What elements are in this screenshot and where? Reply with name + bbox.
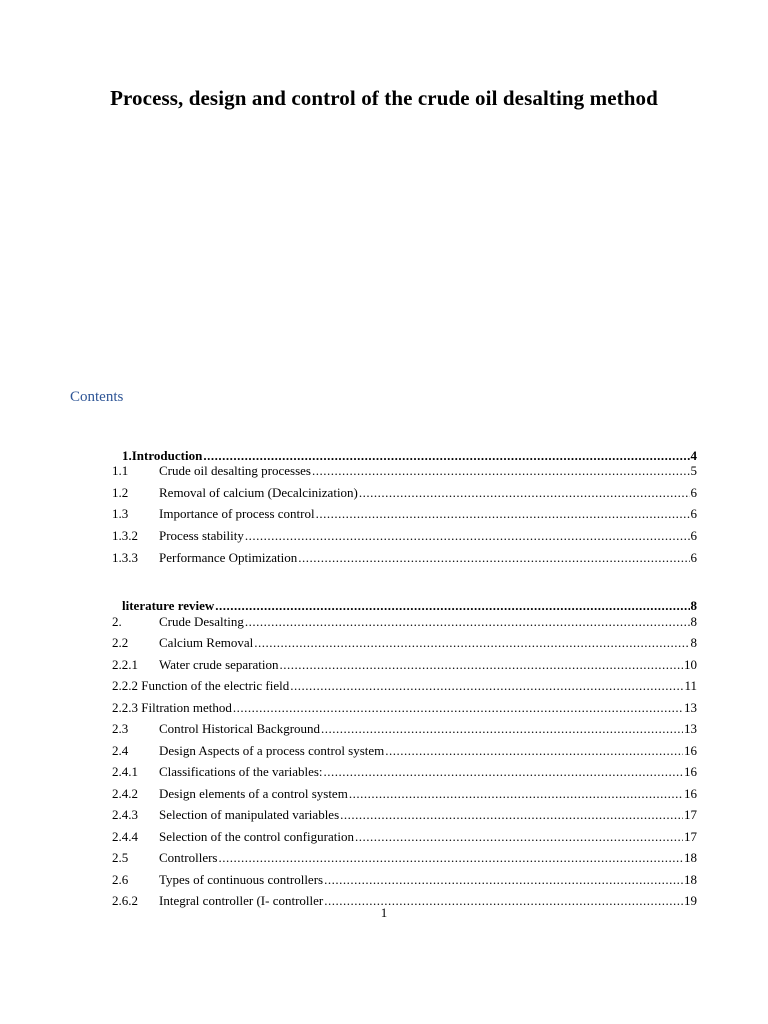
toc-entry-page: 13 bbox=[684, 721, 697, 736]
toc-entry-number: 2.6.2 bbox=[112, 893, 138, 908]
toc-entry-label: Importance of process control bbox=[159, 506, 315, 521]
toc-entry[interactable] bbox=[112, 829, 697, 847]
toc-entry-number: 2.6 bbox=[112, 872, 129, 887]
toc-entry-number: 2.4.3 bbox=[112, 807, 138, 822]
toc-entry-page: 18 bbox=[684, 850, 697, 865]
toc-entry-label: 2.2.2 Function of the electric field bbox=[112, 678, 290, 693]
toc-leader-dots bbox=[215, 598, 689, 614]
toc-entry[interactable] bbox=[112, 635, 697, 653]
toc-entry-label: Removal of calcium (Decalcinization) bbox=[159, 485, 358, 500]
toc-entry-page: 6 bbox=[690, 506, 697, 521]
toc-entry-page: 5 bbox=[690, 463, 697, 478]
toc-leader-dots bbox=[245, 614, 690, 630]
page-number: 1 bbox=[380, 905, 388, 920]
toc-entry[interactable] bbox=[112, 807, 697, 825]
toc-entry-label: Calcium Removal bbox=[159, 635, 254, 650]
toc-entry[interactable] bbox=[112, 550, 697, 568]
toc-entry-label: Selection of manipulated variables bbox=[159, 807, 340, 822]
toc-leader-dots bbox=[355, 829, 683, 845]
toc-entry-label: Crude Desalting bbox=[159, 614, 244, 629]
toc-entry-page: 17 bbox=[684, 807, 697, 822]
toc-leader-dots bbox=[385, 743, 683, 759]
toc-entry-label: literature review bbox=[122, 598, 215, 613]
toc-entry[interactable] bbox=[112, 786, 697, 804]
toc-entry-label: 2.2.3 Filtration method bbox=[112, 700, 232, 715]
toc-entry[interactable] bbox=[112, 872, 697, 890]
toc-entry-page: 16 bbox=[684, 743, 697, 758]
toc-leader-dots bbox=[359, 485, 690, 501]
toc-leader-dots bbox=[219, 850, 684, 866]
toc-entry-label: Performance Optimization bbox=[159, 550, 298, 565]
toc-entry-number: 1.3.3 bbox=[112, 550, 138, 565]
toc-entry-number: 2.4 bbox=[112, 743, 129, 758]
toc-entry[interactable] bbox=[112, 700, 697, 718]
toc-entry-number: 2.5 bbox=[112, 850, 129, 865]
toc-leader-dots bbox=[298, 550, 689, 566]
toc-entry-number: 2.4.1 bbox=[112, 764, 138, 779]
toc-leader-dots bbox=[245, 528, 690, 544]
toc-entry-label: Classifications of the variables: bbox=[159, 764, 323, 779]
toc-entry-page: 8 bbox=[690, 635, 697, 650]
toc-entry-label: Control Historical Background bbox=[159, 721, 321, 736]
toc-entry-page: 6 bbox=[690, 528, 697, 543]
toc-entry-number: 2.4.2 bbox=[112, 786, 138, 801]
toc-leader-dots bbox=[280, 657, 683, 673]
toc-leader-dots bbox=[203, 448, 689, 464]
toc-entry-label: Design elements of a control system bbox=[159, 786, 348, 801]
toc-entry-page: 10 bbox=[684, 657, 697, 672]
toc-leader-dots bbox=[340, 807, 683, 823]
toc-entry-label: Crude oil desalting processes bbox=[159, 463, 311, 478]
toc-entry-number: 2.2 bbox=[112, 635, 129, 650]
toc-entry[interactable] bbox=[112, 657, 697, 675]
toc-entry-page: 13 bbox=[684, 700, 697, 715]
toc-entry-page: 8 bbox=[690, 598, 697, 613]
toc-entry-label: Selection of the control configuration bbox=[159, 829, 354, 844]
toc-entry-page: 6 bbox=[690, 485, 697, 500]
toc-entry-number: 2. bbox=[112, 614, 122, 629]
toc-leader-dots bbox=[290, 678, 683, 694]
toc-leader-dots bbox=[233, 700, 683, 716]
toc-entry-number: 1.1 bbox=[112, 463, 129, 478]
toc-entry-label: Controllers bbox=[159, 850, 218, 865]
toc-entry[interactable] bbox=[112, 528, 697, 546]
contents-heading: Contents bbox=[70, 389, 124, 405]
toc-entry[interactable] bbox=[112, 614, 697, 632]
toc-entry-page: 19 bbox=[684, 893, 697, 908]
toc-entry-label: Types of continuous controllers bbox=[159, 872, 324, 887]
toc-entry-label: Design Aspects of a process control system bbox=[159, 743, 385, 758]
toc-entry-page: 6 bbox=[690, 550, 697, 565]
toc-entry[interactable] bbox=[112, 850, 697, 868]
toc-entry-page: 8 bbox=[690, 614, 697, 629]
toc-leader-dots bbox=[321, 721, 683, 737]
toc-leader-dots bbox=[312, 463, 690, 479]
toc-entry[interactable] bbox=[112, 485, 697, 503]
toc-entry[interactable] bbox=[112, 721, 697, 739]
toc-leader-dots bbox=[254, 635, 689, 651]
toc-entry-page: 17 bbox=[684, 829, 697, 844]
toc-entry-label: Water crude separation bbox=[159, 657, 279, 672]
toc-entry-page: 11 bbox=[684, 678, 697, 693]
toc-leader-dots bbox=[349, 786, 683, 802]
toc-entry[interactable] bbox=[112, 764, 697, 782]
toc-entry-page: 16 bbox=[684, 764, 697, 779]
toc-leader-dots bbox=[324, 764, 683, 780]
toc-entry-label: 1.Introduction bbox=[122, 448, 203, 463]
toc-leader-dots bbox=[316, 506, 690, 522]
toc-entry-page: 18 bbox=[684, 872, 697, 887]
toc-entry-number: 1.3 bbox=[112, 506, 129, 521]
toc-entry-number: 2.4.4 bbox=[112, 829, 138, 844]
toc-entry[interactable] bbox=[112, 743, 697, 761]
toc-entry-number: 1.2 bbox=[112, 485, 129, 500]
toc-entry-page: 16 bbox=[684, 786, 697, 801]
toc-entry-label: Integral controller (I- controller bbox=[159, 893, 324, 908]
toc-leader-dots bbox=[324, 872, 683, 888]
toc-entry[interactable] bbox=[112, 463, 697, 481]
document-title: Process, design and control of the crude oil desalting method bbox=[110, 86, 658, 110]
toc-entry-number: 2.3 bbox=[112, 721, 129, 736]
toc-entry-number: 1.3.2 bbox=[112, 528, 138, 543]
toc-entry-page: 4 bbox=[690, 448, 697, 463]
toc-entry[interactable] bbox=[112, 678, 697, 696]
toc-entry-label: Process stability bbox=[159, 528, 244, 543]
toc-entry[interactable] bbox=[112, 506, 697, 524]
toc-entry-number: 2.2.1 bbox=[112, 657, 138, 672]
